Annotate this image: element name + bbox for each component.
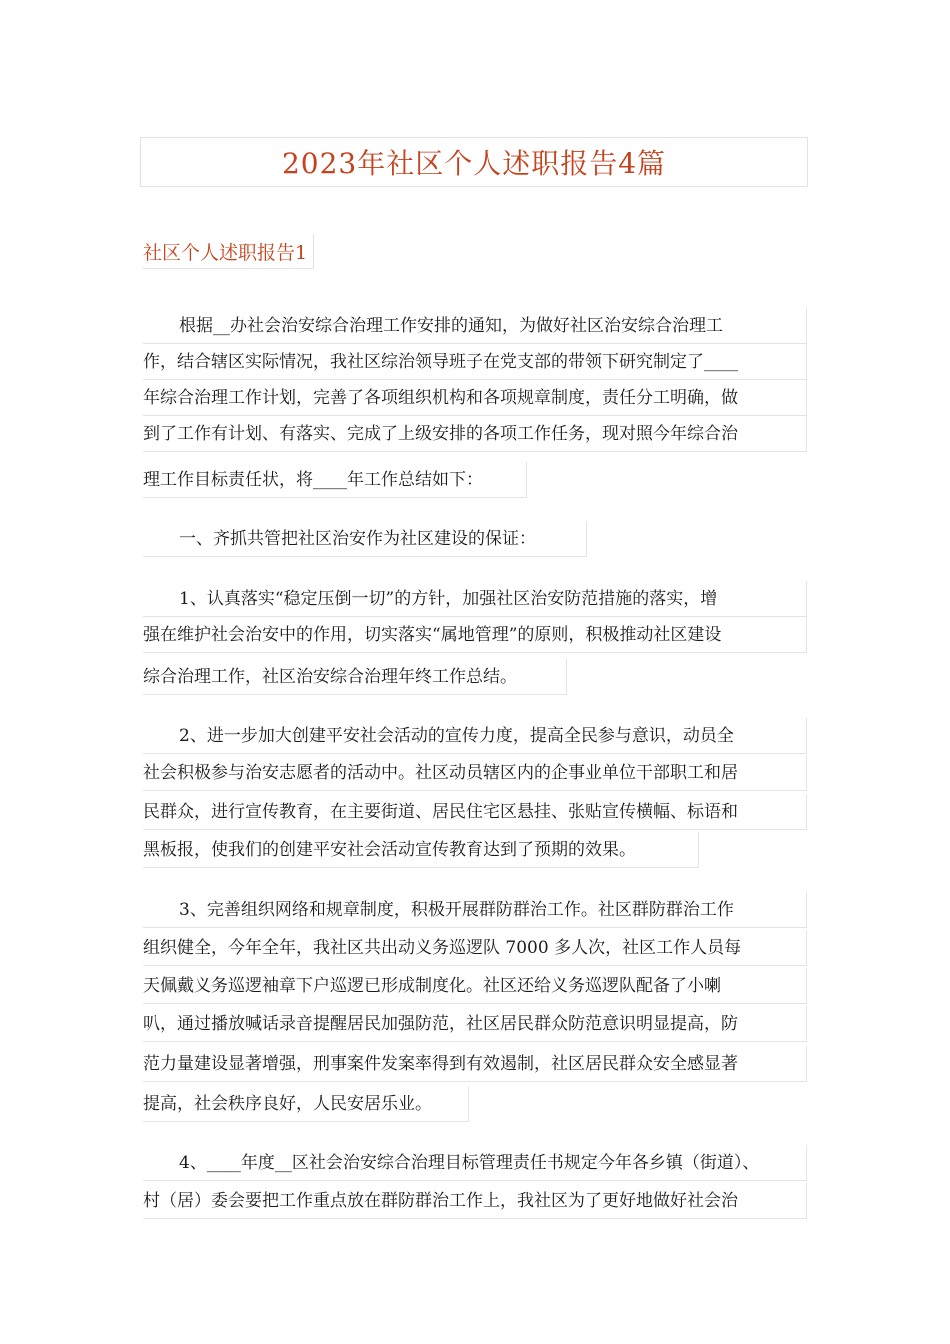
title-box bbox=[140, 137, 808, 187]
paragraph-line: 民群众，进行宣传教育，在主要街道、居民住宅区悬挂、张贴宣传横幅、标语和 bbox=[143, 794, 807, 830]
paragraph-line: 到了工作有计划、有落实、完成了上级安排的各项工作任务，现对照今年综合治 bbox=[143, 416, 807, 452]
paragraph-line: 提高，社会秩序良好，人民安居乐业。 bbox=[143, 1086, 469, 1122]
paragraph-line: 组织健全，今年全年，我社区共出动义务巡逻队 7000 多人次，社区工作人员每 bbox=[143, 930, 807, 966]
paragraph-line: 综合治理工作，社区治安综合治理年终工作总结。 bbox=[143, 659, 567, 695]
paragraph-line: 社会积极参与治安志愿者的活动中。社区动员辖区内的企事业单位干部职工和居 bbox=[143, 755, 807, 791]
paragraph-line: 2、进一步加大创建平安社会活动的宣传力度，提高全民参与意识，动员全 bbox=[143, 718, 807, 754]
section-title: 社区个人述职报告1 bbox=[143, 241, 308, 264]
paragraph-line: 理工作目标责任状，将____年工作总结如下： bbox=[143, 462, 527, 498]
document-title: 2023年社区个人述职报告4篇 bbox=[281, 147, 667, 180]
paragraph-line: 强在维护社会治安中的作用，切实落实“属地管理”的原则，积极推动社区建设 bbox=[143, 617, 807, 653]
paragraph-line: 4、____年度__区社会治安综合治理目标管理责任书规定今年各乡镇（街道）、 bbox=[143, 1145, 807, 1181]
section-heading-line: 一、齐抓共管把社区治安作为社区建设的保证： bbox=[143, 521, 587, 557]
paragraph-line: 村（居）委会要把工作重点放在群防群治工作上，我社区为了更好地做好社会治 bbox=[143, 1183, 807, 1219]
paragraph-line: 根据__办社会治安综合治理工作安排的通知，为做好社区治安综合治理工 bbox=[143, 308, 807, 344]
paragraph-line: 1、认真落实“稳定压倒一切”的方针，加强社区治安防范措施的落实，增 bbox=[143, 581, 807, 617]
paragraph-line: 范力量建设显著增强，刑事案件发案率得到有效遏制，社区居民群众安全感显著 bbox=[143, 1046, 807, 1082]
paragraph-line: 年综合治理工作计划，完善了各项组织机构和各项规章制度，责任分工明确，做 bbox=[143, 380, 807, 416]
paragraph-line: 3、完善组织网络和规章制度，积极开展群防群治工作。社区群防群治工作 bbox=[143, 892, 807, 928]
section-title-box bbox=[143, 234, 314, 269]
paragraph-line: 天佩戴义务巡逻袖章下户巡逻已形成制度化。社区还给义务巡逻队配备了小喇 bbox=[143, 968, 807, 1004]
paragraph-line: 黑板报，使我们的创建平安社会活动宣传教育达到了预期的效果。 bbox=[143, 832, 699, 868]
paragraph-line: 叭，通过播放喊话录音提醒居民加强防范，社区居民群众防范意识明显提高，防 bbox=[143, 1006, 807, 1042]
paragraph-line: 作，结合辖区实际情况，我社区综治领导班子在党支部的带领下研究制定了____ bbox=[143, 344, 807, 380]
